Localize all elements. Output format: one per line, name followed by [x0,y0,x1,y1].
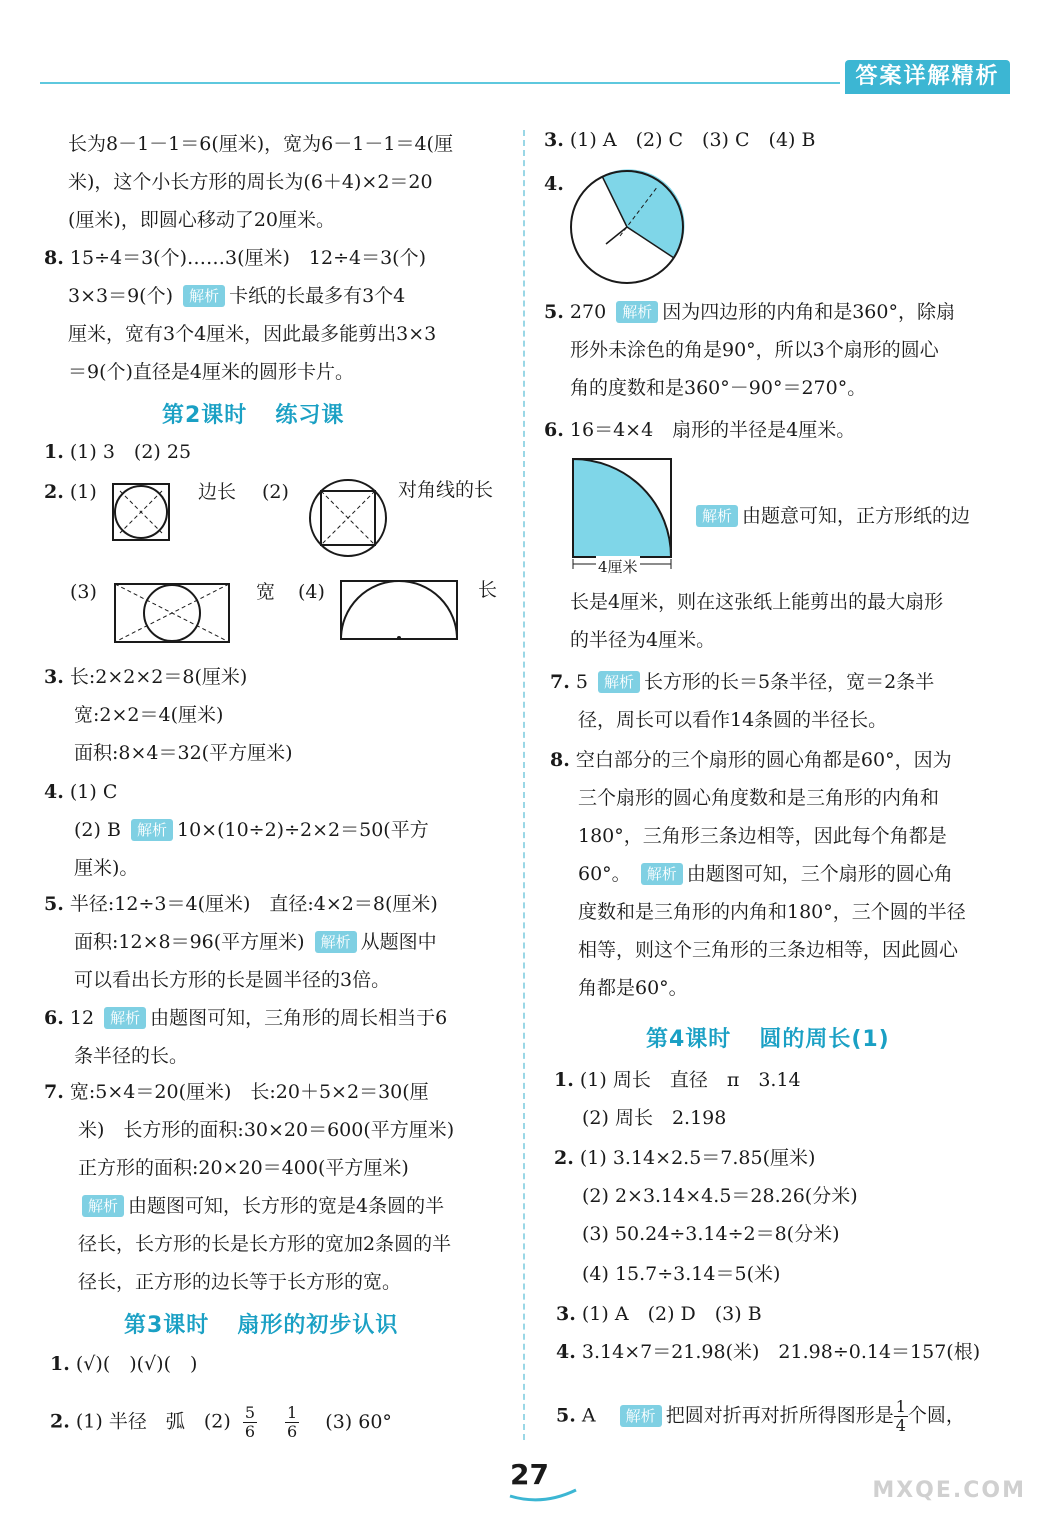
fraction: $\frac{5}{6}$ [244,1403,255,1441]
question-1: 1. (1) 3 (2) 25 [44,441,192,463]
analysis-badge: 解析 [641,863,683,885]
square-circle-figure [112,483,170,541]
text-line: (4) 15.7÷3.14＝5(米) [582,1263,781,1285]
section-heading: 第2课时 练习课 [162,403,345,428]
answer-label: 宽 [256,581,276,603]
question-4: 4. 3.14×7＝21.98(米) 21.98÷0.14＝157(根) [556,1341,981,1363]
analysis-badge: 解析 [598,671,640,693]
analysis-badge: 解析 [82,1195,124,1217]
text-line: 正方形的面积:20×20＝400(平方厘米) [78,1157,409,1179]
text-line: 宽:2×2＝4(厘米) [74,704,224,726]
analysis-badge: 解析 [616,301,658,323]
question-5: 5. 270 解析 因为四边形的内角和是360°，除扇 [544,301,955,323]
text-line: 厘米，宽有3个4厘米，因此最多能剪出3×3 [68,323,437,345]
text-line: 角都是60°。 [578,977,688,999]
answer-label: 长 [478,579,498,601]
answer-label: (2) [262,481,289,503]
figure-label: 4厘米 [598,558,638,576]
watermark: MXQE.COM [872,1478,1026,1503]
column-divider [523,130,525,1440]
text-line: (2) B 解析 10×(10÷2)÷2×2＝50(平方 [74,819,429,841]
question-7: 7. 宽:5×4＝20(厘米) 长:20＋5×2＝30(厘 [44,1081,429,1103]
text-line: (厘米)，即圆心移动了20厘米。 [68,209,336,231]
text-line: 解析 由题图可知，长方形的宽是4条圆的半 [78,1194,444,1218]
text-line: 米)，这个小长方形的周长为(6＋4)×2＝20 [68,171,433,193]
fraction: $\frac{1}{6}$ [287,1403,298,1441]
text-line: 面积:12×8＝96(平方厘米) 解析 从题图中 [74,931,437,953]
header-rule [40,82,840,84]
page-swoosh-icon [508,1488,578,1504]
question-5: 5. 半径:12÷3＝4(厘米) 直径:4×2＝8(厘米) [44,893,438,915]
text-line: 可以看出长方形的长是圆半径的3倍。 [74,969,391,991]
section-heading: 第3课时 扇形的初步认识 [124,1313,399,1338]
text-line: 度数和是三角形的内角和180°，三个圆的半径 [578,901,966,923]
text-line: 形外未涂色的角是90°，所以3个扇形的圆心 [570,339,939,361]
text-line: 面积:8×4＝32(平方厘米) [74,742,293,764]
question-6: 6. 16＝4×4 扇形的半径是4厘米。 [544,419,856,441]
circle-square-figure [308,478,388,558]
question-8: 8. 空白部分的三个扇形的圆心角都是60°，因为 [550,749,952,771]
question-1: 1. (√)( )(√)( ) [50,1353,198,1375]
question-3: 3. (1) A (2) C (3) C (4) B [544,129,816,151]
analysis-badge: 解析 [131,819,173,841]
text-line: (2) 2×3.14×4.5＝28.26(分米) [582,1185,858,1207]
text-line: 解析 由题意可知，正方形纸的边 [692,504,970,528]
text-line: 径，周长可以看作14条圆的半径长。 [578,709,888,731]
question-8: 8. 15÷4＝3(个)……3(厘米) 12÷4＝3(个) [44,247,427,269]
question-4: 4. [544,173,564,195]
text-line: ＝9(个)直径是4厘米的圆形卡片。 [68,361,355,383]
text-line: 3×3＝9(个) 解析 卡纸的长最多有3个4 [68,285,406,307]
answer-label: (4) [298,581,325,603]
text-line: 厘米)。 [74,857,139,879]
text-line: 相等，则这个三角形的三条边相等，因此圆心 [578,939,959,961]
answer-label: 对角线的长 [398,479,494,501]
analysis-badge: 解析 [315,931,357,953]
question-3: 3. 长:2×2×2＝8(厘米) [44,666,248,688]
header-title: 答案详解精析 [845,60,1010,94]
analysis-badge: 解析 [620,1405,662,1427]
text-line: (3) 50.24÷3.14÷2＝8(分米) [582,1223,840,1245]
text-line: (2) 周长 2.198 [582,1107,727,1129]
question-2: 2. (1) 3.14×2.5＝7.85(厘米) [554,1147,816,1169]
text-line: 径长，正方形的边长等于长方形的宽。 [78,1271,402,1293]
text-line: 角的度数和是360°－90°＝270°。 [570,377,867,399]
text-line: 的半径为4厘米。 [570,629,716,651]
text-line: 长是4厘米，则在这张纸上能剪出的最大扇形 [570,591,944,613]
question-2: 2. (1) [44,481,97,503]
section-heading: 第4课时 圆的周长(1) [646,1027,890,1052]
text-line: 条半径的长。 [74,1045,189,1067]
analysis-badge: 解析 [104,1007,146,1029]
text-line: 60°。 解析 由题图可知，三个扇形的圆心角 [578,863,953,885]
circle-sector-figure [570,170,684,284]
page-number: 27 [510,1458,549,1491]
answer-label: 边长 [198,481,237,503]
question-5: 5. A 解析 把圆对折再对折所得图形是 $\frac{1}{4}$ 个圆， [556,1397,965,1435]
answer-label: (3) [70,581,97,603]
text-line: 径长，长方形的长是长方形的宽加2条圆的半 [78,1233,452,1255]
analysis-badge: 解析 [696,505,738,527]
text-line: 米) 长方形的面积:30×20＝600(平方厘米) [78,1119,455,1141]
question-6: 6. 12 解析 由题图可知，三角形的周长相当于6 [44,1007,448,1029]
semicircle-figure [340,580,458,640]
text-line: 三个扇形的圆心角度数和是三角形的内角和 [578,787,940,809]
question-4: 4. (1) C [44,781,118,803]
text-line: 180°，三角形三条边相等，因此每个角都是 [578,825,947,847]
fraction: $\frac{1}{4}$ [895,1397,906,1435]
question-3: 3. (1) A (2) D (3) B [556,1303,762,1325]
rectangle-circle-figure [114,583,230,643]
question-2: 2. (1) 半径 弧 (2) $\frac{5}{6}$ $\frac{1}{6}$ (3) 60° [50,1403,392,1441]
analysis-badge: 解析 [183,285,225,307]
question-1: 1. (1) 周长 直径 π 3.14 [554,1069,801,1091]
question-7: 7. 5 解析 长方形的长＝5条半径，宽＝2条半 [550,671,935,693]
text-line: 长为8－1－1＝6(厘米)，宽为6－1－1＝4(厘 [68,133,453,155]
